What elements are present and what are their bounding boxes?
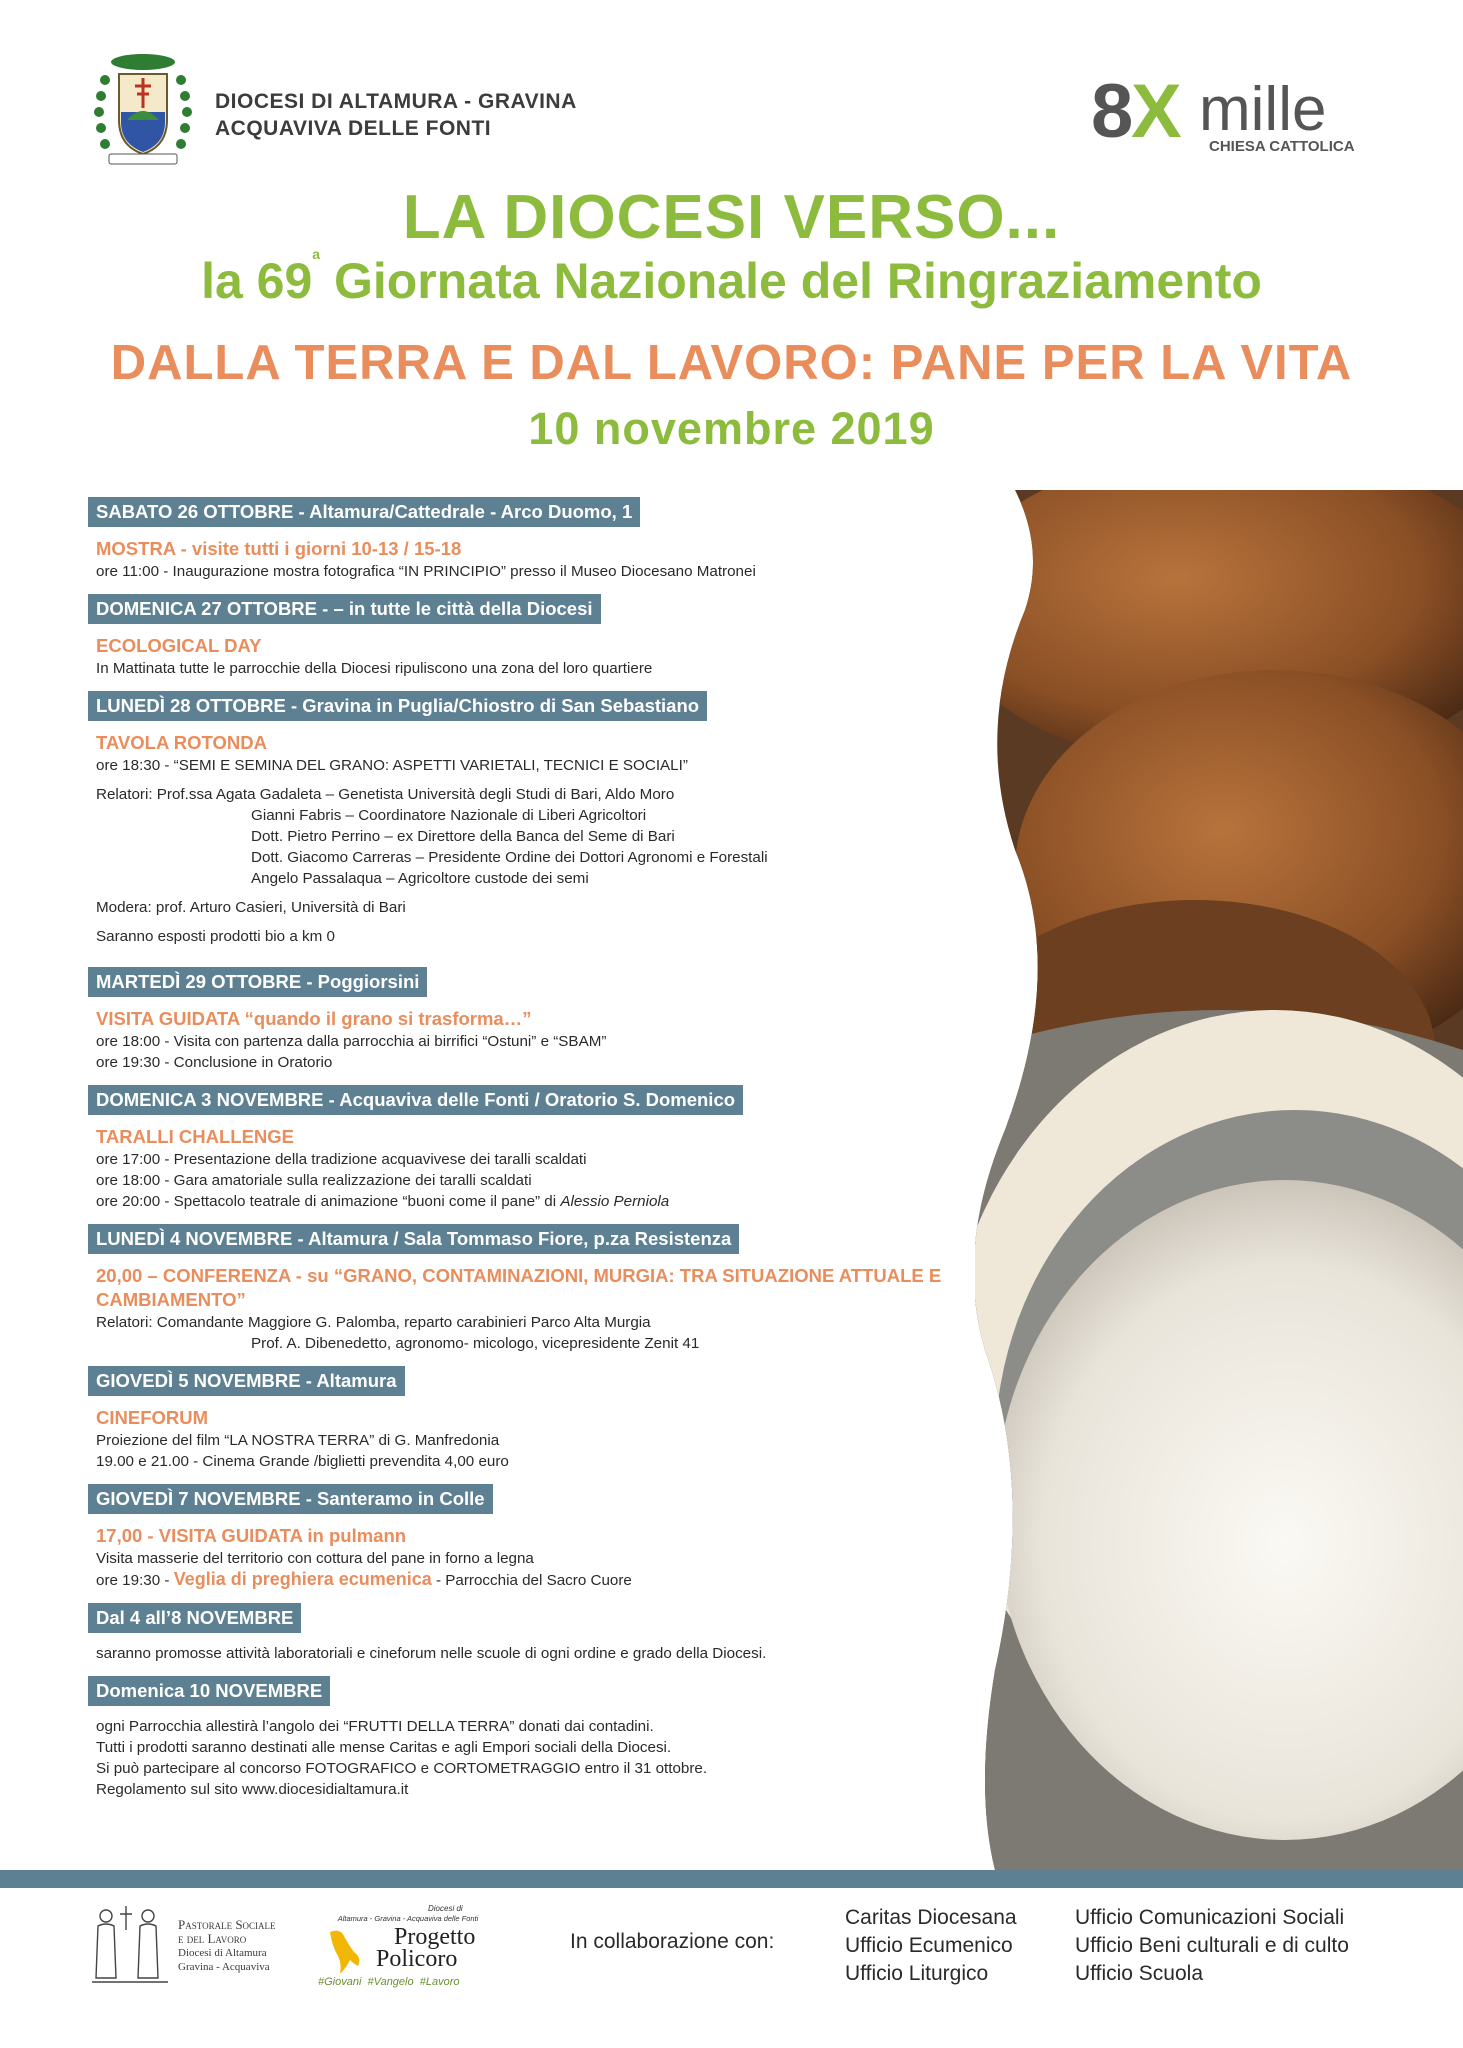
event-line: ore 18:00 - Gara amatoriale sulla realizzazione dei taralli scaldati <box>96 1172 532 1189</box>
pastorale-figures-icon <box>88 1900 178 1990</box>
event-header: DOMENICA 3 NOVEMBRE - Acquaviva delle Fonti / Oratorio S. Domenico <box>88 1085 743 1115</box>
event-header: LUNEDÌ 4 NOVEMBRE - Altamura / Sala Tommaso Fiore, p.za Resistenza <box>88 1224 739 1254</box>
event-header: GIOVEDÌ 5 NOVEMBRE - Altamura <box>88 1366 405 1396</box>
collaborators-col-2 <box>1075 1904 1349 1988</box>
collaborator: Ufficio Ecumenico <box>845 1934 1013 1957</box>
relatore: Dott. Giacomo Carreras – Presidente Ordine dei Dottori Agronomi e Forestali <box>251 849 768 866</box>
event-4-8-novembre <box>88 1603 988 1664</box>
event-26-ottobre <box>88 497 988 582</box>
event-5-novembre <box>88 1366 988 1472</box>
event-line: ore 18:00 - Visita con partenza dalla parrocchia ai birrifici “Ostuni” e “SBAM” <box>96 1033 607 1050</box>
event-title: 20,00 – CONFERENZA - su “GRANO, CONTAMINAZIONI, MURGIA: TRA SITUAZIONE ATTUALE E CAMBIAMENTO” <box>96 1265 942 1310</box>
event-28-ottobre <box>88 691 988 955</box>
event-line: Tutti i prodotti saranno destinati alle mense Caritas e agli Empori sociali della Diocesi. <box>96 1739 672 1756</box>
event-line: ore 11:00 - Inaugurazione mostra fotografica “IN PRINCIPIO” presso il Museo Diocesano Matronei <box>96 563 756 580</box>
event-header: LUNEDÌ 28 OTTOBRE - Gravina in Puglia/Chiostro di San Sebastiano <box>88 691 707 721</box>
collaborator: Ufficio Comunicazioni Sociali <box>1075 1906 1345 1929</box>
policoro-name-1: Progetto <box>394 1924 476 1950</box>
event-line: Proiezione del film “LA NOSTRA TERRA” di G. Manfredonia <box>96 1432 500 1449</box>
diocese-line-1: DIOCESI DI ALTAMURA - GRAVINA <box>215 90 577 113</box>
event-line: Regolamento sul sito www.diocesidialtamura.it <box>96 1781 409 1798</box>
event-header: Domenica 10 NOVEMBRE <box>88 1676 330 1706</box>
relatori-first: Relatori: Comandante Maggiore G. Palomba, reparto carabinieri Parco Alta Murgia <box>96 1314 651 1331</box>
event-line: saranno promosse attività laboratoriali e cineforum nelle scuole di ogni ordine e grado della Diocesi. <box>96 1645 767 1662</box>
diocese-name <box>215 88 577 142</box>
title-date: 10 novembre 2019 <box>528 403 935 454</box>
relatore: Gianni Fabris – Coordinatore Nazionale di Liberi Agricoltori <box>251 807 647 824</box>
event-10-novembre <box>88 1676 988 1800</box>
event-title: ECOLOGICAL DAY <box>96 635 262 656</box>
collaborator: Ufficio Beni culturali e di culto <box>1075 1934 1349 1957</box>
event-line <box>88 1191 988 1212</box>
title-main: LA DIOCESI VERSO... <box>402 183 1061 252</box>
title-theme: DALLA TERRA E DAL LAVORO: PANE PER LA VITA <box>110 336 1353 390</box>
event-line-text: ore 20:00 - Spettacolo teatrale di animazione “buoni come il pane” di <box>96 1193 561 1210</box>
event-header: Dal 4 all’8 NOVEMBRE <box>88 1603 301 1633</box>
event-header: GIOVEDÌ 7 NOVEMBRE - Santeramo in Colle <box>88 1484 493 1514</box>
event-title: MOSTRA - visite tutti i giorni 10-13 / 15-18 <box>96 538 462 559</box>
relatore: Dott. Pietro Perrino – ex Direttore della Banca del Seme di Bari <box>251 828 675 845</box>
event-note: Saranno esposti prodotti bio a km 0 <box>96 928 335 945</box>
bread-flour-photo <box>975 490 1463 1870</box>
otto-x: X <box>1131 69 1182 154</box>
otto-per-mille-logo <box>1091 69 1371 162</box>
collaborator: Caritas Diocesana <box>845 1906 1017 1929</box>
otto-mille: mille <box>1199 75 1327 144</box>
policoro-top-2: Altamura - Gravina - Acquaviva delle Fonti <box>337 1914 479 1923</box>
events-list <box>88 497 988 1812</box>
event-27-ottobre <box>88 594 988 679</box>
footer-band <box>0 1870 1463 1888</box>
veglia-title: Veglia di preghiera ecumenica <box>173 1569 432 1589</box>
event-line: Visita masserie del territorio con cottura del pane in forno a legna <box>96 1550 534 1567</box>
event-title: VISITA GUIDATA “quando il grano si trasforma…” <box>96 1008 532 1029</box>
relatore: Angelo Passalaqua – Agricoltore custode dei semi <box>251 870 589 887</box>
event-line: ogni Parrocchia allestirà l’angolo dei “FRUTTI DELLA TERRA” donati dai contadini. <box>96 1718 654 1735</box>
diocese-line-2: ACQUAVIVA DELLE FONTI <box>215 117 492 140</box>
collaborators-col-1 <box>845 1904 1017 1988</box>
event-line: In Mattinata tutte le parrocchie della Diocesi ripuliscono una zona del loro quartiere <box>96 660 653 677</box>
otto-chiesa-cattolica: CHIESA CATTOLICA <box>1209 138 1355 155</box>
relatori-first: Relatori: Prof.ssa Agata Gadaleta – Genetista Università degli Studi di Bari, Aldo Moro <box>96 786 675 803</box>
event-title: 17,00 - VISITA GUIDATA in pulmann <box>96 1525 407 1546</box>
event-line: ore 17:00 - Presentazione della tradizione acquavivese dei taralli scaldati <box>96 1151 587 1168</box>
event-title: TAVOLA ROTONDA <box>96 732 267 753</box>
policoro-tags: #Giovani #Vangelo #Lavoro <box>318 1976 460 1988</box>
event-header: DOMENICA 27 OTTOBRE - – in tutte le città della Diocesi <box>88 594 601 624</box>
title-giornata <box>0 246 1463 310</box>
event-line: Si può partecipare al concorso FOTOGRAFICO e CORTOMETRAGGIO entro il 31 ottobre. <box>96 1760 708 1777</box>
crest-icon <box>93 50 193 168</box>
title-giornata-pre: la 69 <box>201 253 313 309</box>
event-line: 19.00 e 21.00 - Cinema Grande /biglietti prevendita 4,00 euro <box>96 1453 509 1470</box>
veglia-time: ore 19:30 - <box>96 1572 174 1589</box>
italy-map-icon <box>324 1928 364 1978</box>
event-header: SABATO 26 OTTOBRE - Altamura/Cattedrale - Arco Duomo, 1 <box>88 497 640 527</box>
event-title: CINEFORUM <box>96 1407 209 1428</box>
event-3-novembre <box>88 1085 988 1212</box>
collaborator: Ufficio Liturgico <box>845 1962 989 1985</box>
event-line: ore 18:30 - “SEMI E SEMINA DEL GRANO: ASPETTI VARIETALI, TECNICI E SOCIALI” <box>96 757 688 774</box>
moderatore: Modera: prof. Arturo Casieri, Università di Bari <box>96 899 406 916</box>
pastorale-sociale-text <box>178 1918 276 1974</box>
pastorale-line: Pastorale Sociale <box>178 1917 276 1932</box>
pastorale-line: Gravina - Acquaviva <box>178 1961 270 1973</box>
event-line <box>88 1569 988 1591</box>
pastorale-line: e del Lavoro <box>178 1931 247 1946</box>
progetto-policoro-logo <box>318 1904 498 1994</box>
event-4-novembre <box>88 1224 988 1354</box>
event-title: TARALLI CHALLENGE <box>96 1126 294 1147</box>
policoro-top-1: Diocesi di <box>428 1904 463 1913</box>
event-line: ore 19:30 - Conclusione in Oratorio <box>96 1054 333 1071</box>
relatore: Prof. A. Dibenedetto, agronomo- micologo, vicepresidente Zenit 41 <box>251 1335 700 1352</box>
title-giornata-sup: a <box>312 246 321 262</box>
otto-digit: 8 <box>1091 69 1134 154</box>
title-giornata-post: Giornata Nazionale del Ringraziamento <box>320 253 1262 309</box>
event-7-novembre <box>88 1484 988 1591</box>
collaborator: Ufficio Scuola <box>1075 1962 1204 1985</box>
veglia-place: - Parrocchia del Sacro Cuore <box>431 1572 632 1589</box>
event-header: MARTEDÌ 29 OTTOBRE - Poggiorsini <box>88 967 427 997</box>
author-name: Alessio Perniola <box>560 1193 670 1210</box>
pastorale-line: Diocesi di Altamura <box>178 1947 267 1959</box>
policoro-name-2: Policoro <box>376 1946 458 1972</box>
event-29-ottobre <box>88 967 988 1073</box>
collaboration-label: In collaborazione con: <box>570 1930 775 1953</box>
